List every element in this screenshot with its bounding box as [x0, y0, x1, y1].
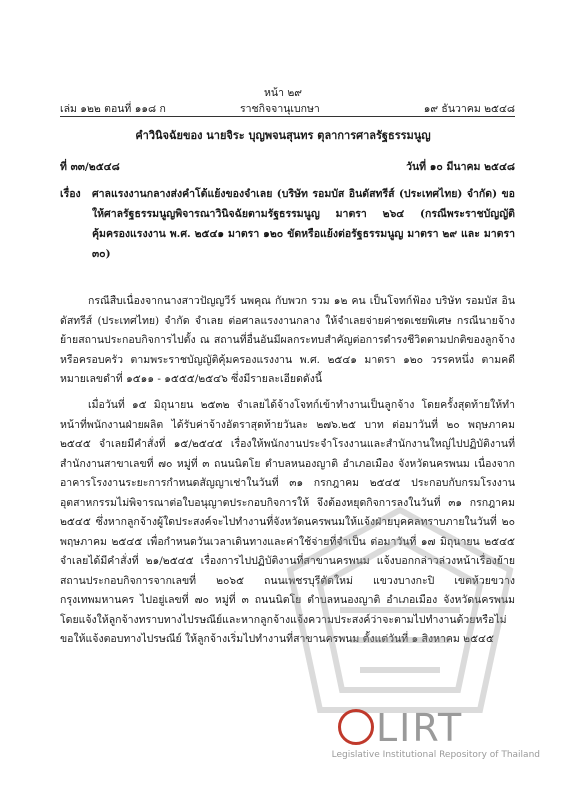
lirt-caption: Legislative Institutional Repository of Thailand [331, 750, 540, 760]
body-paragraph: เมื่อวันที่ ๑๕ มิถุนายน ๒๕๓๒ จำเลยได้จ้างโจทก์เข้าทำงานเป็นลูกจ้าง โดยครั้งสุดท้ายให้ทำหน้าที่พนักงานฝ่ายผลิต ได้รับค่าจ้างอัตราสุดท้ายวันละ ๒๗๖.๒๕ บาท ต่อมาวันที่ ๒๐ พฤษภาคม ๒๕๔๕ จำเลยมีคำสั่งที่ ๑๕/๒๕๔๕ เรื่องให้พนักงานประจำโรงงานและสำนักงานใหญ่ไปปฏิบัติงานที่สำนักงานสาขาเลขที่ ๗๐ หมู่ที่ ๓ ถนนนิตโย ตำบลหนองญาติ อำเภอเมือง จังหวัดนครพนม เนื่องจากอาคารโรงงานระยะการกำหนดสัญญาเช่าในวันที่ ๓๑ กรกฎาคม ๒๕๔๕ ประกอบกับกรมโรงงานอุตสาหกรรมไม่พิจารณาต่อใบอนุญาตประกอบกิจการให้ จึงต้องหยุดกิจการลงในวันที่ ๓๑ กรกฎาคม ๒๕๔๕ ซึ่งหากลูกจ้างผู้ใดประสงค์จะไปทำงานที่จังหวัดนครพนมให้แจ้งฝ่ายบุคคลทราบภายในวันที่ ๒๐ พฤษภาคม ๒๕๔๕ เพื่อกำหนดวันเวลาเดินทางและค่าใช้จ่ายที่จำเป็น ต่อมาวันที่ ๑๗ มิถุนายน ๒๕๔๕ จำเลยได้มีคำสั่งที่ ๒๑/๒๕๔๕ เรื่องการไปปฏิบัติงานที่สาขานครพนม แจ้งบอกกล่าวล่วงหน้าเรื่องย้ายสถานประกอบกิจการจากเลขที่ ๒๐๖๕ ถนนเพชรบุรีตัดใหม่ แขวงบางกะปิ เขตห้วยขวาง กรุงเทพมหานคร ไปอยู่เลขที่ ๗๐ หมู่ที่ ๓ ถนนนิตโย ตำบลหนองญาติ อำเภอเมือง จังหวัดนครพนม โดยแจ้งให้ลูกจ้างทราบทางไปรษณีย์และหากลูกจ้างแจ้งความประสงค์ว่าจะตามไปทำงานด้วยหรือไม่ ขอให้แจ้งตอบทางไปรษณีย์ ให้ลูกจ้างเริ่มไปทำงานที่สาขานครพนม ตั้งแต่วันที่ ๑ สิงหาคม ๒๕๔๕ [60, 399, 515, 645]
lirt-logo-text: LIRT [376, 706, 464, 750]
gazette-date: ๑๙ ธันวาคม ๒๕๔๘ [423, 103, 515, 115]
case-number: ที่ ๓๓/๒๕๔๘ [60, 161, 120, 173]
body-paragraph: กรณีสืบเนื่องจากนางสาวปัญญวีร์ นพคุณ กับพวก รวม ๑๒ คน เป็นโจทก์ฟ้อง บริษัท รอมบัส อินดัสทรีส์ (ประเทศไทย) จำกัด จำเลย ต่อศาลแรงงานกลาง ให้จำเลยจ่ายค่าชดเชยพิเศษ กรณีนายจ้างย้ายสถานประกอบกิจการไปตั้ง ณ สถานที่อื่นอันมีผลกระทบสำคัญต่อการดำรงชีวิตตามปกติของลูกจ้างหรือครอบครัว ตามพระราชบัญญัติคุ้มครองแรงงาน พ.ศ. ๒๕๔๑ มาตรา ๑๒๐ วรรคหนึ่ง ตามคดีหมายเลขดำที่ ๑๕๑๑ - ๑๕๕๕/๒๕๔๖ ซึ่งมีรายละเอียดดังนี้ [60, 295, 515, 385]
subject-text: ศาลแรงงานกลางส่งคำโต้แย้งของจำเลย (บริษัท รอมบัส อินดัสทรีส์ (ประเทศไทย) จำกัด) ขอให้ศาลรัฐธรรมนูญพิจารณาวินิจฉัยตามรัฐธรรมนูญ มาตรา ๒๖๔ (กรณีพระราชบัญญัติคุ้มครองแรงงาน พ.ศ. ๒๕๔๑ มาตรา ๑๒๐ ขัดหรือแย้งต่อรัฐธรรมนูญ มาตรา ๒๙ และ มาตรา ๓๐) [92, 188, 515, 260]
decision-date: วันที่ ๑๐ มีนาคม ๒๕๔๘ [406, 161, 515, 173]
lirt-logo [338, 706, 463, 750]
page-number: หน้า ๒๙ [264, 87, 302, 99]
header-rule [60, 116, 515, 117]
volume-issue: เล่ม ๑๒๒ ตอนที่ ๑๑๘ ก [60, 103, 166, 115]
lirt-ring-icon [338, 709, 374, 745]
subject-label: เรื่อง [60, 188, 81, 200]
document-title: คำวินิจฉัยของ นายจิระ บุญพจนสุนทร ตุลาการศาลรัฐธรรมนูญ [135, 129, 431, 142]
gazette-name: ราชกิจจานุเบกษา [240, 103, 320, 115]
subject-block [60, 184, 515, 264]
